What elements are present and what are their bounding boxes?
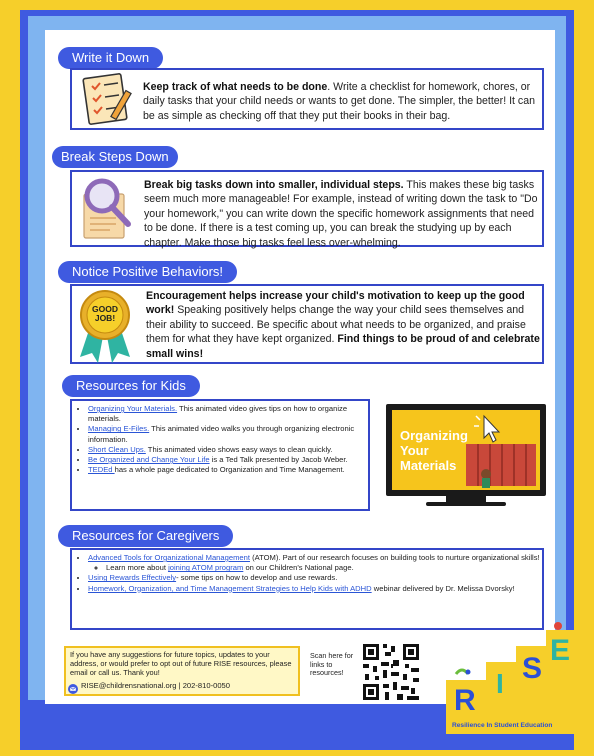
list-item [88,445,366,455]
steps-text [144,178,540,250]
list-item-text: webinar delivered by Dr. Melissa Dvorsky! [371,583,515,593]
steps-bold: Break big tasks down into smaller, individual steps. [144,179,404,191]
list-item [88,424,366,444]
positive-bold-2: Find things to be proud of and celebrate small wins! [146,333,540,360]
link-managing-efiles[interactable]: Managing E-Files. [88,424,150,434]
video-thumbnail[interactable] [386,404,546,508]
rise-logo [440,614,580,738]
magnifier-document-icon [76,174,138,244]
contact-note: If you have any suggestions for future topics, updates to your address, or would prefer to opt out of future RISE resources, please email or call us. Thank you! [70,650,292,678]
video-title [400,428,468,473]
list-item-text: is a Ted Talk presented by Jacob Weber. [209,455,348,465]
list-item [88,584,540,594]
list-item [88,553,540,573]
logo-letter: E [550,634,571,667]
kids-resource-list [76,404,366,475]
checklist-icon [80,72,136,126]
list-item-text: on our Children's National page. [243,563,354,573]
video-title-line: Your [400,443,429,458]
list-item-text: Learn more about [106,563,169,573]
contact-info[interactable]: RISE@childrensnational.org | 202-810-0050 [81,681,230,690]
steps-body: This makes these big tasks seem much more manageable! For example, instead of writing down the task to "Do your homework," you can write down the specific homework assignments that need to be done. If there is a test coming up, you can break the studying up by each chapter. Make those big tasks feel less over-whelming. [144,179,538,249]
list-item-text: (ATOM). Part of our research focuses on building tools to nurture organizational skills! [249,553,540,562]
link-be-organized[interactable]: Be Organized and Change Your Life [88,455,210,465]
list-item [88,573,540,583]
list-item-text: This animated video shows easy ways to clean quickly. [145,444,333,454]
section-heading-positive: Notice Positive Behaviors! [58,261,237,283]
positive-text [146,289,540,361]
list-item-text: has a whole page dedicated to Organization and Time Management. [114,465,345,475]
positive-bold: Encouragement helps increase your child's motivation to keep up the good work! [146,290,525,317]
scan-text: Scan here for links to resources! [310,651,354,678]
badge-label: GOOD JOB! [92,304,118,323]
list-item [88,404,366,424]
section-heading-steps: Break Steps Down [52,146,178,168]
qr-code[interactable] [361,642,421,702]
positive-body: Speaking positively helps change the way your child sees themselves and their ability to succeed. Be specific about what needs to be organized, and praise them for what they have kept organized. [146,304,526,346]
list-item-text: - some tips on how to develop and use rewards. [176,573,338,583]
link-using-rewards[interactable]: Using Rewards Effectively [88,573,177,583]
list-item [106,563,540,573]
caregiver-resource-list [76,553,540,594]
list-item [88,465,366,475]
section-heading-caregivers: Resources for Caregivers [58,525,233,547]
link-organizing-materials[interactable]: Organizing Your Materials. [88,404,178,413]
write-bold: Keep track of what needs to be done [143,81,328,93]
logo-letter: I [496,668,504,699]
video-title-line: Materials [400,458,457,473]
email-icon [68,681,78,691]
video-title-line: Organizing [400,428,468,443]
logo-tagline: Resilience In Student Education [452,722,553,729]
link-joining-atom[interactable]: joining ATOM program [168,563,244,573]
list-item [88,455,366,465]
section-heading-write: Write it Down [58,47,163,69]
logo-letter: S [522,652,543,685]
list-item-text: This animated video gives tips on how to organize materials. [88,404,348,424]
link-atom[interactable]: Advanced Tools for Organizational Management [88,553,250,562]
write-text [143,80,539,123]
logo-letter: R [454,684,476,717]
link-short-clean-ups[interactable]: Short Clean Ups. [88,444,146,454]
link-adhd-webinar[interactable]: Homework, Organization, and Time Management Strategies to Help Kids with ADHD [88,583,372,593]
section-heading-kids: Resources for Kids [62,375,200,397]
write-body: . Write a checklist for homework, chores, or daily tasks that your child needs or wants to get done. The simpler, the better! It can be as simple as checking off that they put their books in their bag. [143,81,535,122]
list-item-text: This animated video walks you through organizing electronic information. [88,424,355,444]
good-job-badge-icon [74,287,136,363]
link-teded[interactable]: TEDEd [88,465,115,475]
